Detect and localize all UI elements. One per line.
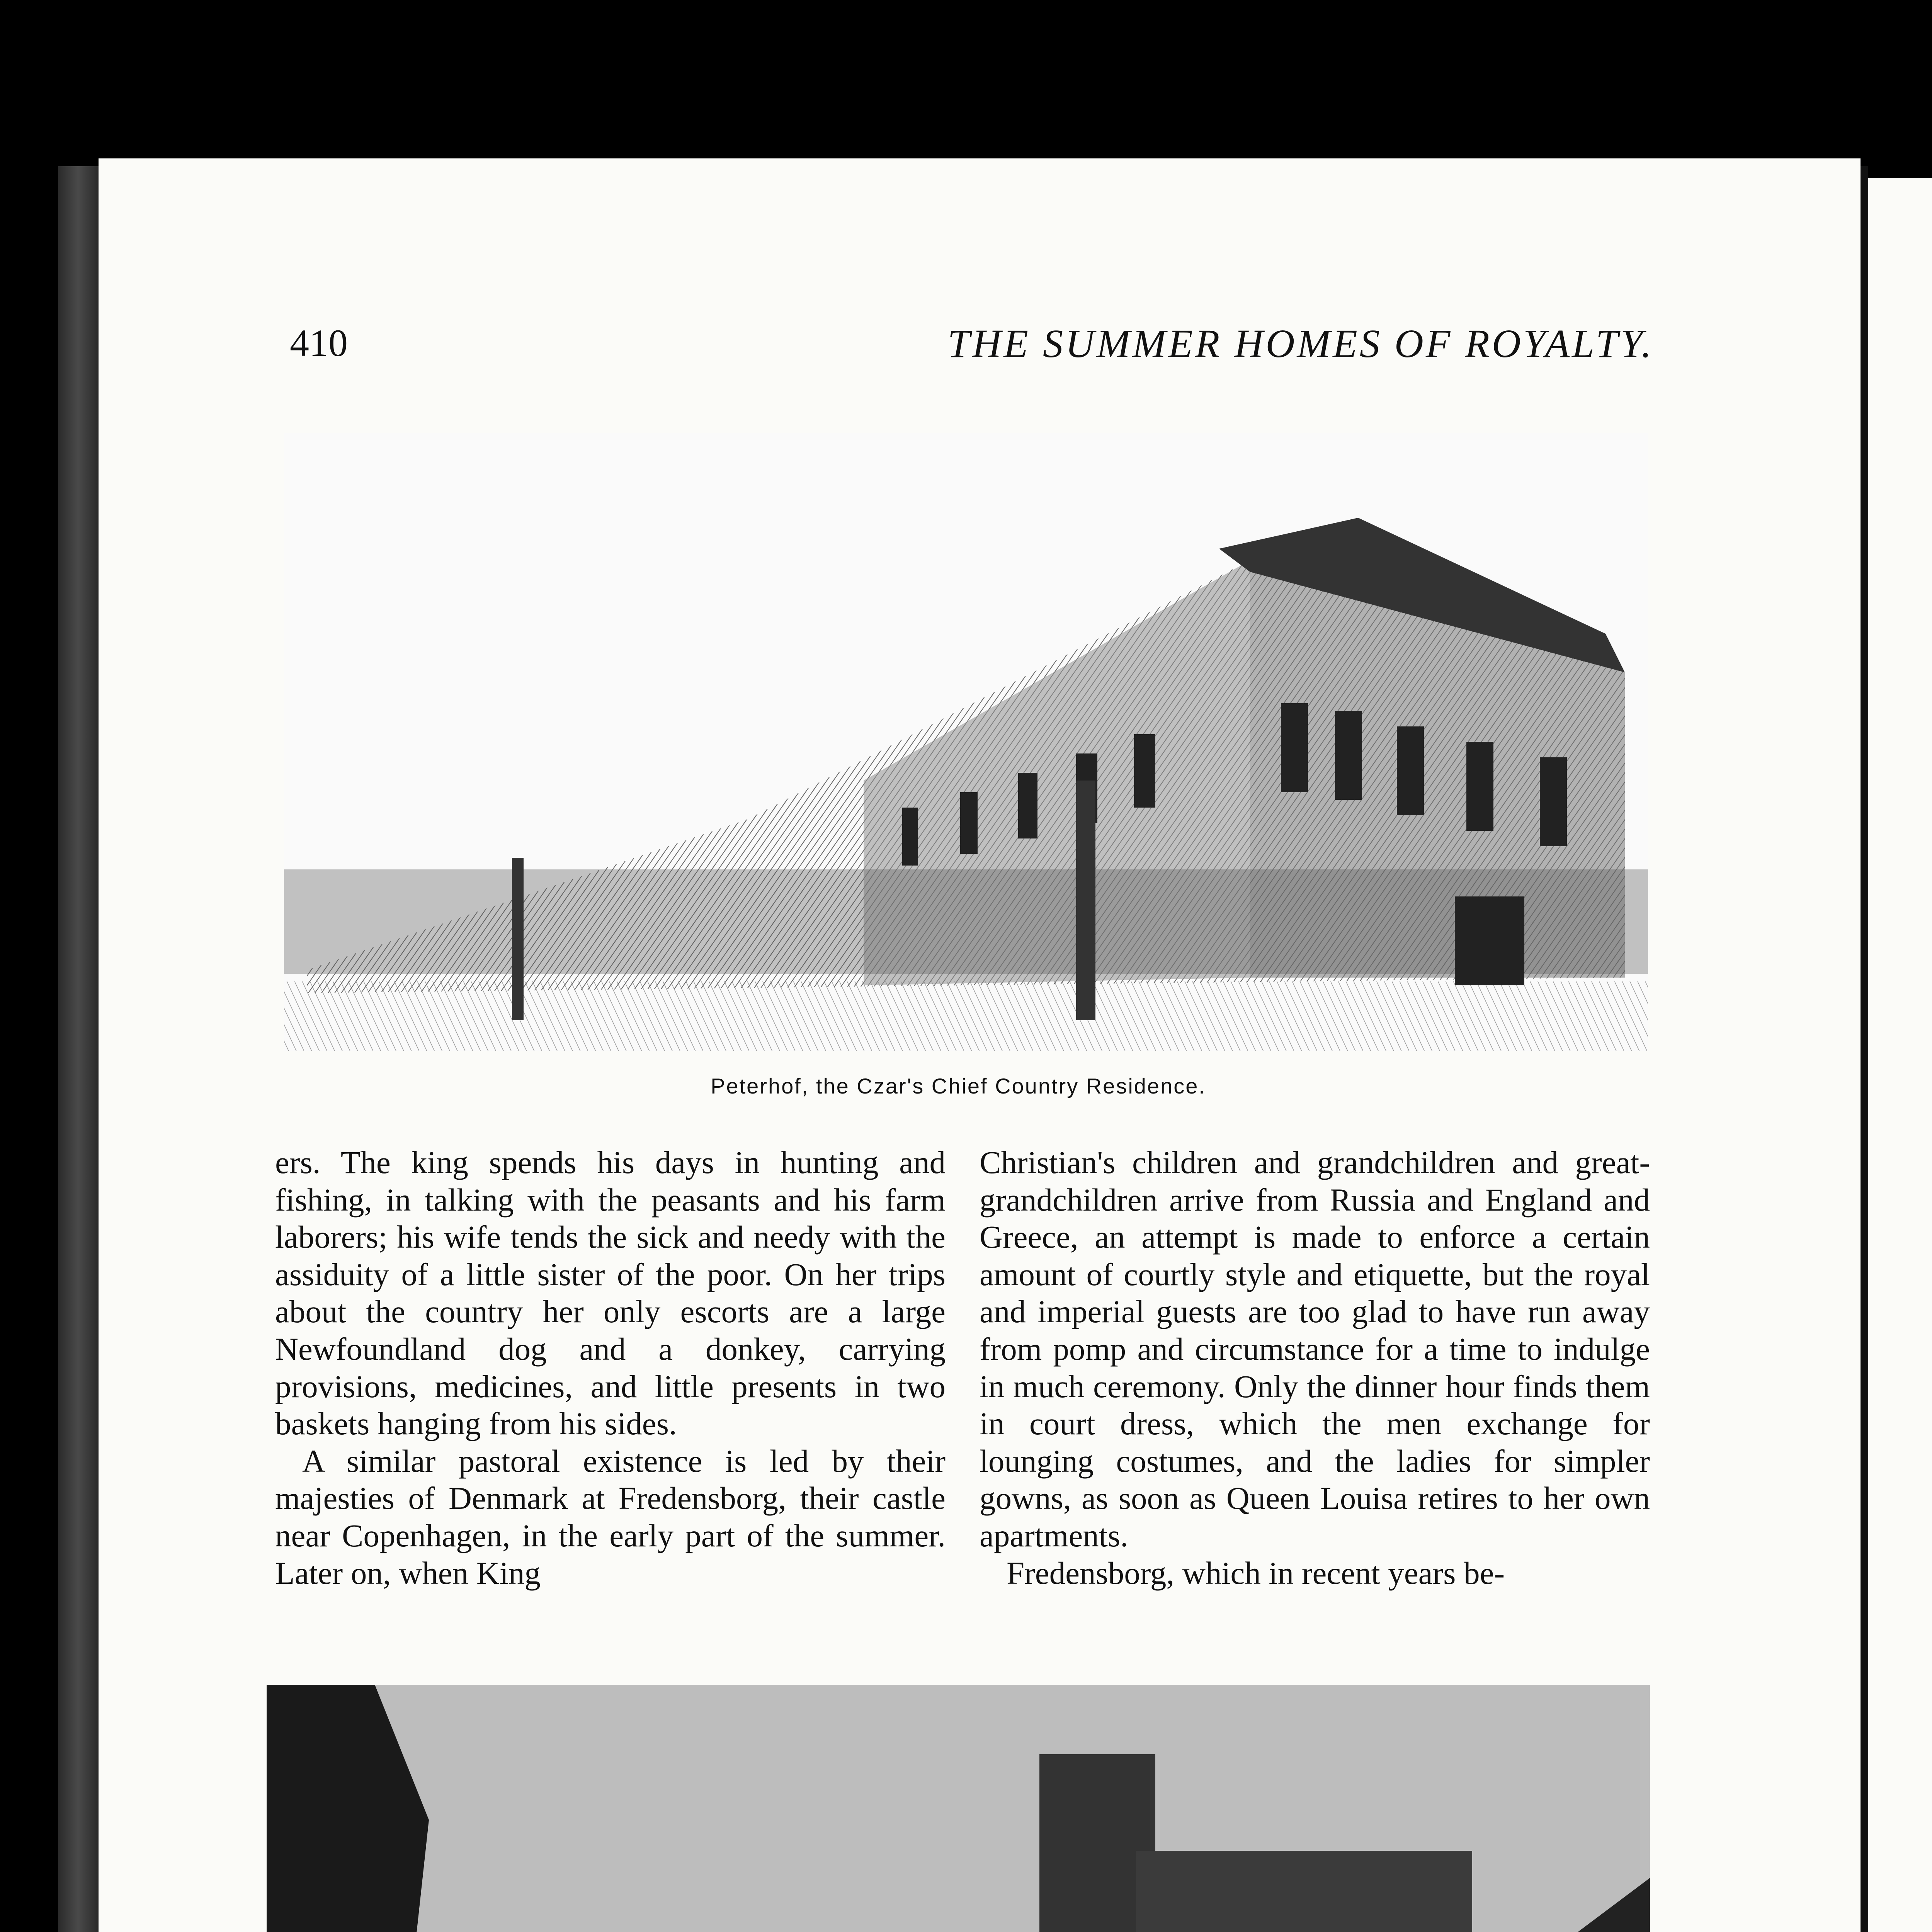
paragraph: ers. The king spends his days in hunting and fishing, in talking with the peasants and his farm laborers; his wife tends the sick and needy with the assiduity of a little sister of the poor. On her trips about the country her only escorts are a large Newfoundland dog and a donkey, carrying provisions, medicines, and little presents in two baskets hanging from his sides. [275, 1145, 946, 1442]
text-column-left [275, 1144, 946, 1592]
running-head: THE SUMMER HOMES OF ROYALTY. [947, 321, 1654, 366]
text-column-right [980, 1144, 1650, 1592]
peterhof-illustration [284, 433, 1648, 1051]
page-header [290, 321, 1654, 375]
paragraph: Fredensborg, which in recent years be- [1007, 1555, 1505, 1591]
paragraph: Christian's children and grandchildren and great-grandchildren arrive from Russia and England and Greece, an attempt is made to enforce a certain amount of courtly style and etiquette, but the royal and imperial guests are too glad to have run away from pomp and circumstance for a time to indulge in much ceremony. Only the dinner hour finds them in court dress, which the men exchange for lounging costumes, and the ladies for simpler gowns, as soon as Queen Louisa retires to her own apartments. [980, 1145, 1650, 1553]
peterhof-caption: Peterhof, the Czar's Chief Country Residence. [711, 1074, 1206, 1098]
page-number: 410 [290, 321, 348, 364]
page-gutter [1861, 166, 1868, 1932]
babelsberg-photograph [267, 1685, 1650, 1932]
paragraph: A similar pastoral existence is led by their majesties of Denmark at Fredensborg, their castle near Copenhagen, in the early part of the summer. Later on, when King [275, 1443, 946, 1591]
facing-page-edge [1868, 178, 1932, 1932]
